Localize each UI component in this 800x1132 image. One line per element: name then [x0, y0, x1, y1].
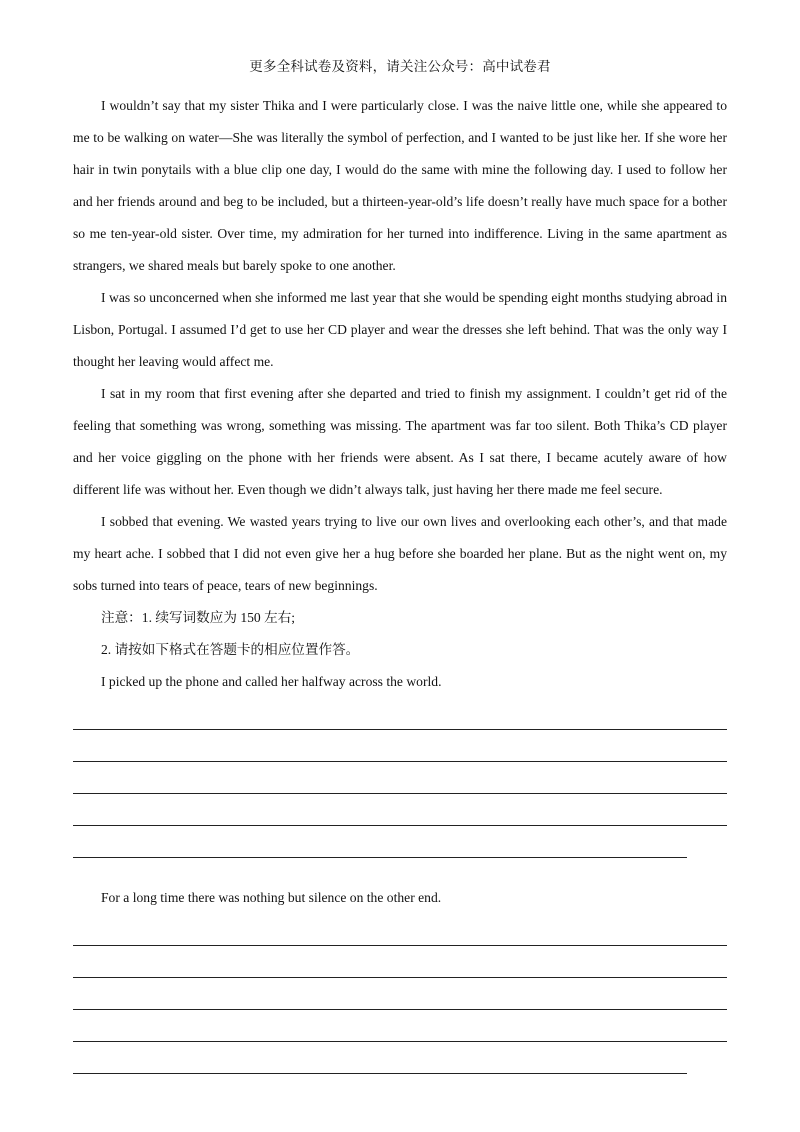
answer-lines-1[interactable]: [73, 698, 727, 858]
note-word-count: 注意：1. 续写词数应为 150 左右;: [101, 610, 296, 625]
paragraph-3: I sat in my room that first evening after she departed and tried to finish my assignment. I couldn’t get rid of the feeling that something was wrong, something was missing. The apartment was far too silent. Both Thika’s CD player and her voice giggling on the phone with her friends were absent. As I sat there, I became acutely aware of how different life was without her. Even though we didn’t always talk, just having her there made me feel secure.: [73, 386, 727, 497]
page-header: 更多全科试卷及资料，请关注公众号：高中试卷君: [249, 59, 551, 74]
writing-line[interactable]: [73, 762, 727, 794]
writing-line[interactable]: [73, 698, 727, 730]
writing-line[interactable]: [73, 946, 727, 978]
prompt-paragraph-1: I picked up the phone and called her halfway across the world.: [101, 674, 442, 689]
paragraph-1: I wouldn’t say that my sister Thika and I were particularly close. I was the naive little one, while she appeared to me to be walking on water—She was literally the symbol of perfection, and I wanted to be just like her. If she wore her hair in twin ponytails with a blue clip one day, I would do the same with mine the following day. I used to follow her and her friends around and beg to be included, but a thirteen-year-old’s life doesn’t really have much space for a bother so me ten-year-old sister. Over time, my admiration for her turned into indifference. Living in the same apartment as strangers, we shared meals but barely spoke to one another.: [73, 98, 727, 273]
prompt-paragraph-2: For a long time there was nothing but silence on the other end.: [101, 890, 442, 905]
spacer: [73, 858, 727, 882]
writing-line[interactable]: [73, 1042, 687, 1074]
writing-line[interactable]: [73, 978, 727, 1010]
writing-line[interactable]: [73, 730, 727, 762]
writing-line[interactable]: [73, 1010, 727, 1042]
paragraph-2: I was so unconcerned when she informed me last year that she would be spending eight months studying abroad in Lisbon, Portugal. I assumed I’d get to use her CD player and wear the dresses she left behind. That was the only way I thought her leaving would affect me.: [73, 290, 727, 369]
note-format: 2. 请按如下格式在答题卡的相应位置作答。: [101, 642, 360, 657]
writing-line[interactable]: [73, 826, 687, 858]
answer-lines-2[interactable]: [73, 914, 727, 1074]
writing-line[interactable]: [73, 794, 727, 826]
writing-line[interactable]: [73, 914, 727, 946]
paragraph-4: I sobbed that evening. We wasted years trying to live our own lives and overlooking each other’s, and that made my heart ache. I sobbed that I did not even give her a hug before she boarded her plane. But as the night went on, my sobs turned into tears of peace, tears of new beginnings.: [73, 514, 727, 593]
passage: [73, 90, 727, 1074]
